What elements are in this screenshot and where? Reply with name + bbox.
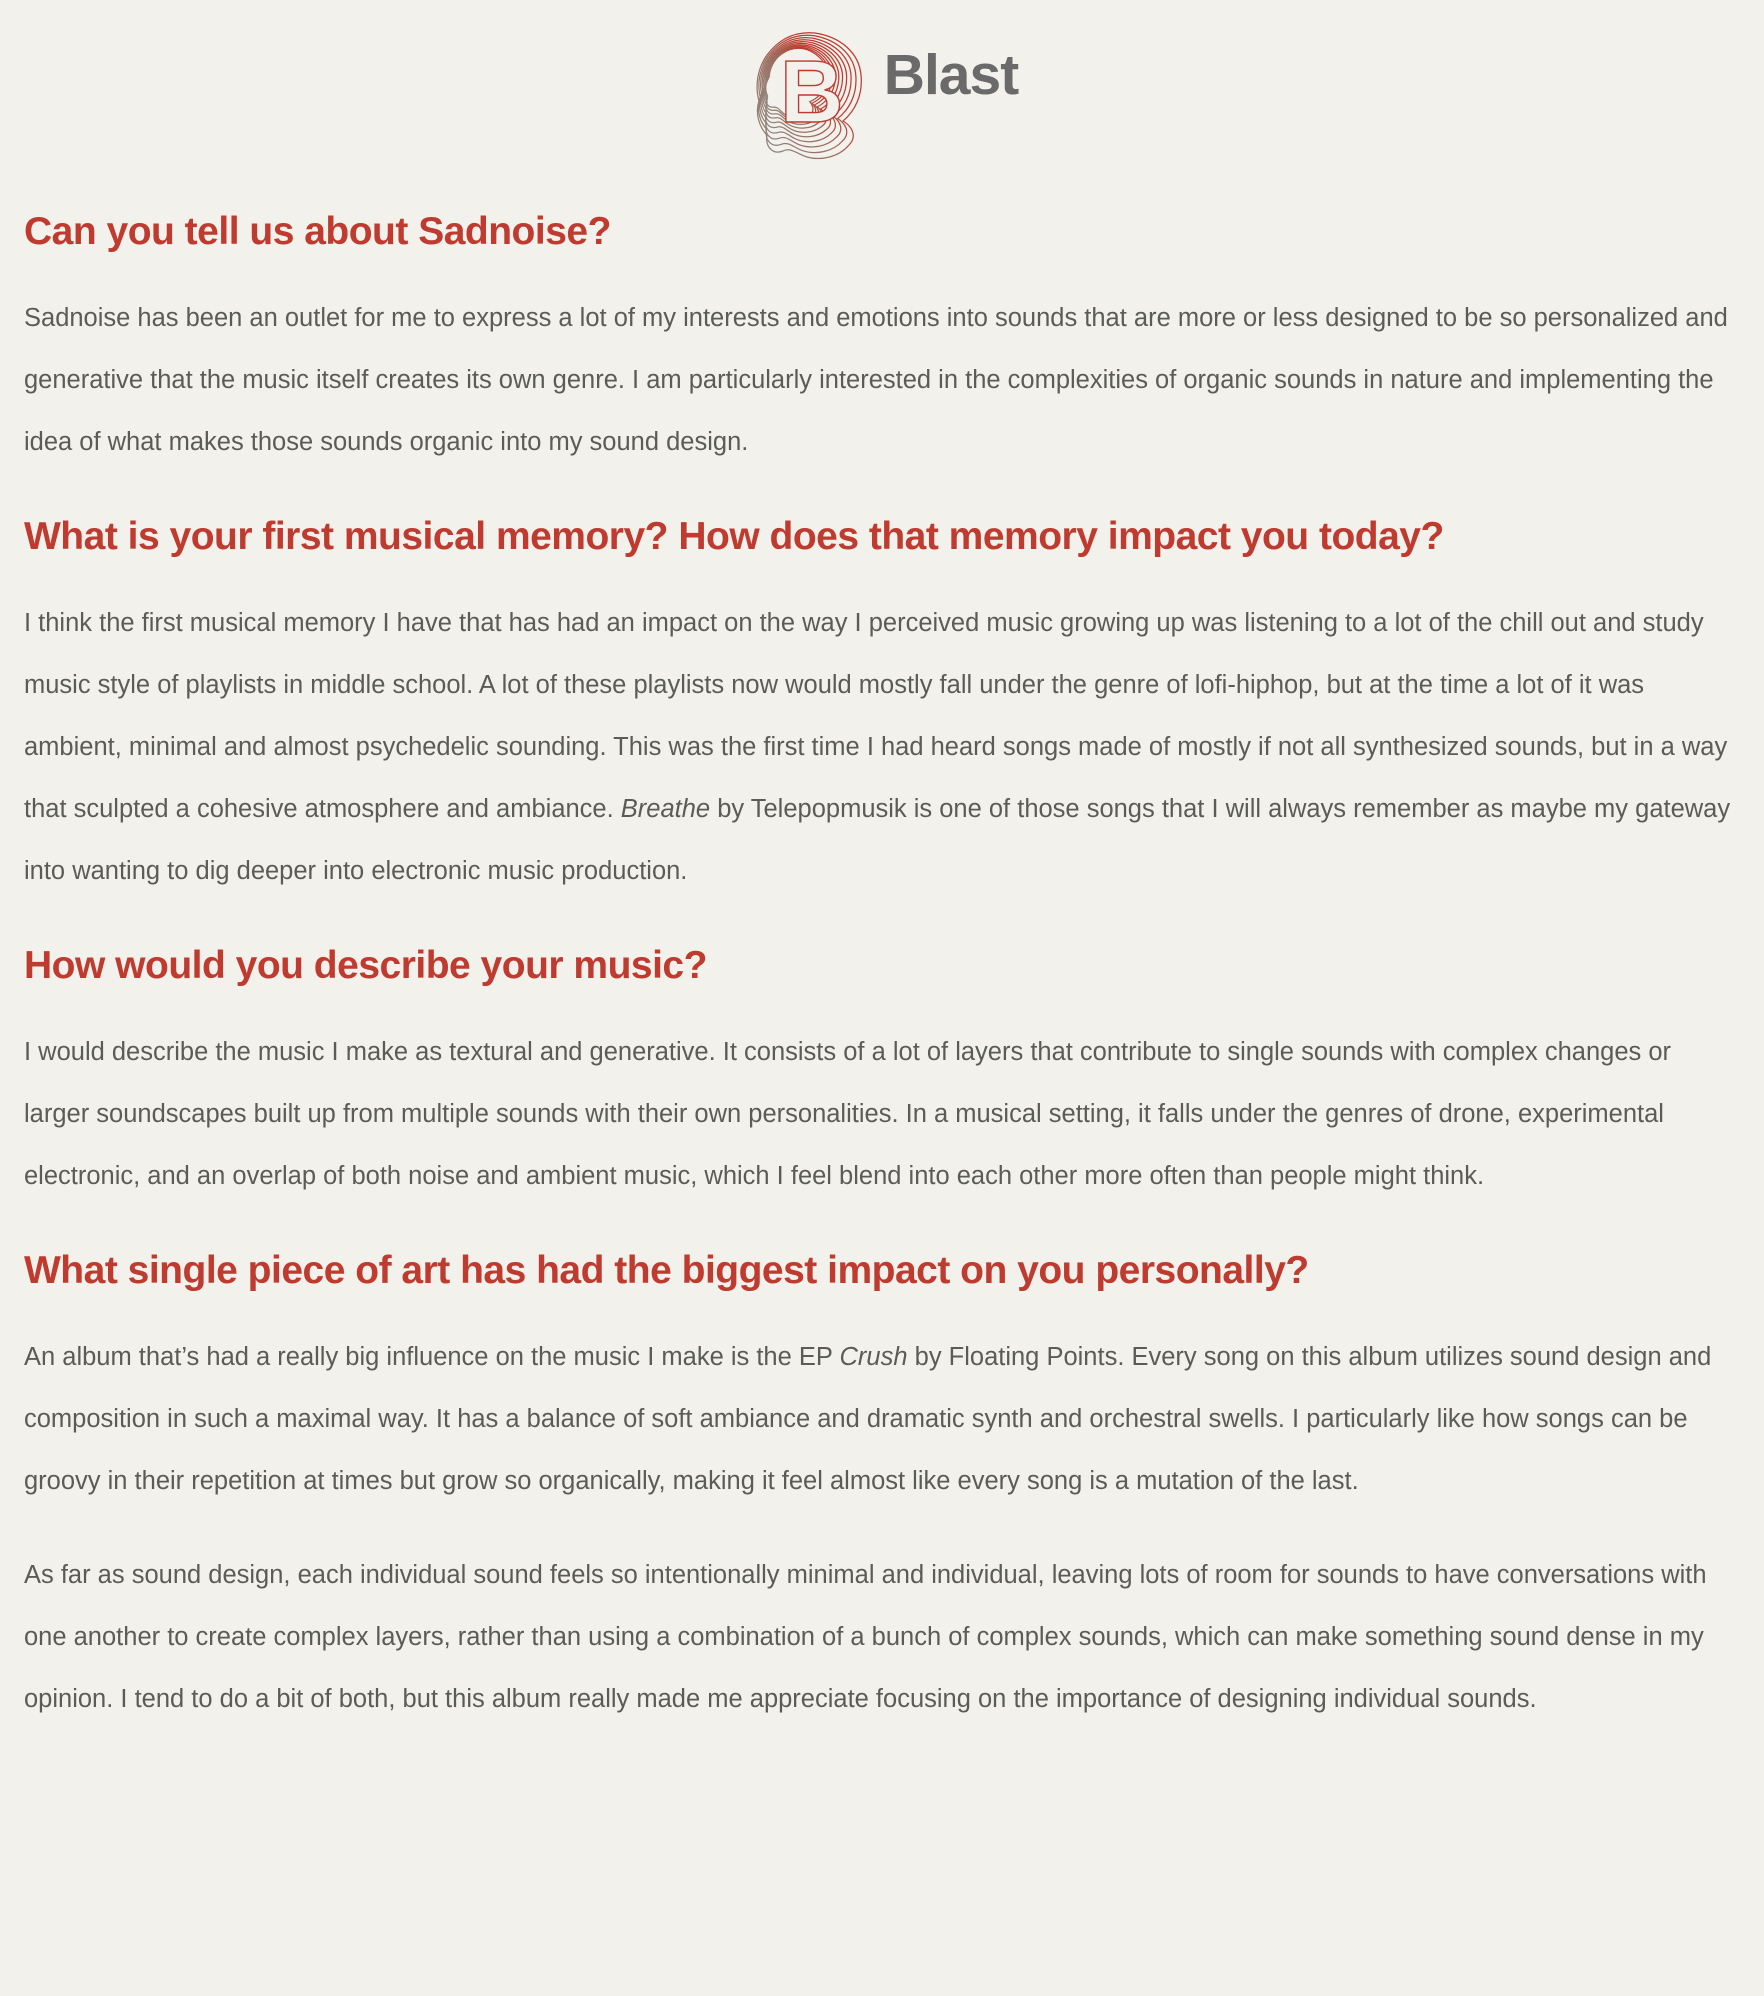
question-heading: How would you describe your music? — [24, 944, 707, 987]
answer-text: by Telepopmusik is one of those songs that I will always remember as maybe my gateway into wanting to dig deeper into electronic music production. — [24, 795, 1731, 885]
site-header — [0, 0, 1764, 168]
article — [0, 208, 1764, 1730]
svg-text:B: B — [779, 42, 844, 141]
italic-work-title: Crush — [839, 1343, 908, 1371]
answer-text: As far as sound design, each individual sound feels so intentionally minimal and individual, leaving lots of room for sounds to have conversations with one another to create complex layers, rather than using a combination of a bunch of complex sounds, which can make something sound dense in my opinion. I tend to do a bit of both, but this album really made me appreciate focusing on the importance of designing individual sounds. — [24, 1561, 1707, 1713]
answer-paragraph — [24, 1021, 1740, 1207]
question-heading: What single piece of art has had the biggest impact on you personally? — [24, 1249, 1309, 1292]
italic-work-title: Breathe — [620, 795, 711, 823]
answer-text: I would describe the music I make as textural and generative. It consists of a lot of layers that contribute to single sounds with complex changes or larger soundscapes built up from multiple sounds with their own personalities. In a musical setting, it falls under the genres of drone, experimental electronic, and an overlap of both noise and ambient music, which I feel blend into each other more often than people might think. — [24, 1038, 1672, 1190]
brand-name: Blast — [883, 42, 1019, 107]
answer-paragraph — [24, 1544, 1740, 1730]
answer-text: An album that’s had a really big influence on the music I make is the EP — [24, 1343, 840, 1371]
answer-text: Sadnoise has been an outlet for me to express a lot of my interests and emotions into sounds that are more or less designed to be so personalized and generative that the music itself creates its own genre. I am particularly interested in the complexities of organic sounds in nature and implementing the idea of what makes those sounds organic into my sound design. — [24, 304, 1728, 456]
answer-paragraph — [24, 592, 1740, 902]
question-heading: Can you tell us about Sadnoise? — [24, 210, 611, 253]
blast-logo[interactable] — [746, 13, 1018, 163]
answer-text: by Floating Points. Every song on this album utilizes sound design and composition in such a maximal way. It has a balance of soft ambiance and dramatic synth and orchestral swells. I particularly like how songs can be groovy in their repetition at times but grow so organically, making it feel almost like every song is a mutation of the last. — [24, 1343, 1712, 1495]
answer-paragraph — [24, 287, 1740, 473]
answer-paragraph — [24, 1326, 1740, 1512]
blast-spiral-logo-icon — [746, 13, 874, 163]
question-heading: What is your first musical memory? How does that memory impact you today? — [24, 515, 1444, 558]
answer-text: I think the first musical memory I have that has had an impact on the way I perceived music growing up was listening to a lot of the chill out and study music style of playlists in middle school. A lot of these playlists now would mostly fall under the genre of lofi-hiphop, but at the time a lot of it was ambient, minimal and almost psychedelic sounding. This was the first time I had heard songs made of mostly if not all synthesized sounds, but in a way that sculpted a cohesive atmosphere and ambiance. — [24, 609, 1728, 823]
